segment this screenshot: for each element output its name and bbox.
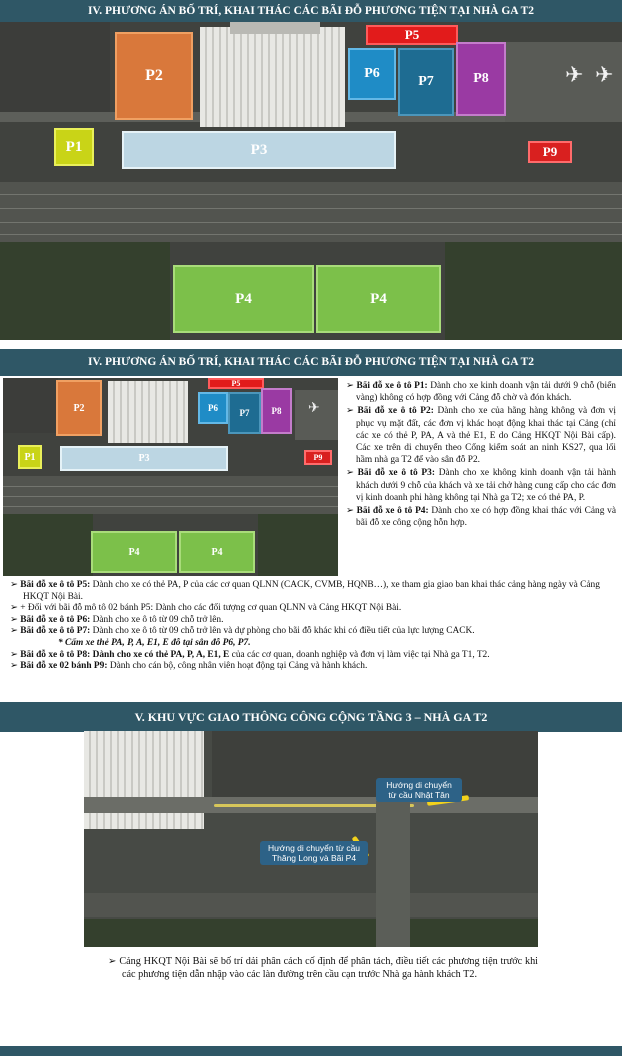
zone-p2-small: P2: [56, 380, 102, 436]
zone-p3-small: P3: [60, 446, 228, 471]
bullet-p6: ➢ Bãi đỗ xe ô tô P6: Dành cho xe ô tô từ 09 chỗ trở lên.: [10, 614, 224, 625]
zone-p3: P3: [122, 131, 396, 169]
zone-p1: P1: [54, 128, 94, 166]
zone-p5-small: P5: [208, 378, 264, 389]
zone-p9: P9: [528, 141, 572, 163]
bullet-p9: ➢ Bãi đỗ xe 02 bánh P9: Dành cho cán bộ, công nhân viên hoạt động tại Cảng và hành khách.: [10, 661, 368, 672]
zone-p6-small: P6: [198, 392, 228, 424]
airplane-icon: ✈: [308, 401, 320, 416]
bullet-p1: ➢ Bãi đỗ xe ô tô P1: Dành cho xe kinh doanh vận tải dưới 9 chỗ (biển vàng) không có hợp đồng với Cảng đỗ chờ và đón khách.: [346, 381, 616, 404]
right-bullet-list: [346, 380, 616, 530]
terminal-building: [200, 27, 345, 127]
zone-p5: P5: [366, 25, 458, 45]
p7-note: * Cấm xe thẻ PA, P, A, E1, E đỗ tại sân đỗ P6, P7.: [58, 637, 251, 648]
zone-p8: P8: [456, 42, 506, 116]
parking-map-large: [0, 22, 622, 340]
zone-p6: P6: [348, 48, 396, 100]
full-bullet-list: [10, 580, 610, 673]
footer-bar: [0, 1046, 622, 1056]
zone-p4-left-small: P4: [91, 531, 177, 573]
section-title-mid: IV. PHƯƠNG ÁN BỐ TRÍ, KHAI THÁC CÁC BÃI ĐỖ PHƯƠNG TIỆN TẠI NHÀ GA T2: [0, 349, 622, 376]
zone-p1-small: P1: [18, 445, 42, 469]
zone-p4-right: P4: [316, 265, 441, 333]
bullet-p3: ➢ Bãi đỗ xe ô tô P3: Dành cho xe không kinh doanh vận tải hành khách dưới 9 chỗ của khách và xe tải chở hàng cung cấp cho các đơn vị kinh doanh phi hàng không tại Nhà ga T2; xe có thẻ PA, P.: [346, 468, 616, 503]
callout-thang-long: Hướng di chuyển từ cầu Thăng Long và Bãi P4: [260, 841, 368, 865]
bullet-p5: ➢ Bãi đỗ xe ô tô P5: Dành cho xe có thẻ PA, P của các cơ quan QLNN (CACK, CVMB, HQNB…), xe tham gia giao ban khai thác cảng hàng ngày và Cảng HKQT Nội Bài.: [10, 580, 600, 602]
airplane-icon: ✈: [565, 62, 584, 87]
parking-map-small: [3, 378, 338, 576]
zone-p7-small: P7: [228, 392, 261, 434]
section-title-v: V. KHU VỰC GIAO THÔNG CÔNG CỘNG TẦNG 3 – NHÀ GA T2: [0, 702, 622, 732]
zone-p2: P2: [115, 32, 193, 120]
section-title-top: IV. PHƯƠNG ÁN BỐ TRÍ, KHAI THÁC CÁC BÃI ĐỖ PHƯƠNG TIỆN TẠI NHÀ GA T2: [0, 0, 622, 22]
airplane-icon: ✈: [595, 62, 614, 87]
bullet-p7: ➢ Bãi đỗ xe ô tô P7: Dành cho xe ô tô từ 09 chỗ trở lên và dự phòng cho bãi đỗ khác khi có điều tiết của lực lượng CACK.: [10, 626, 475, 637]
traffic-aerial-photo: [84, 731, 538, 947]
bullet-p8: ➢ Bãi đỗ xe ô tô P8: Dành cho xe có thẻ PA, P, A, E1, E của các cơ quan, doanh nghiệp và đơn vị làm việc tại Nhà ga T1, T2.: [10, 649, 490, 660]
callout-nhat-tan: Hướng di chuyển từ cầu Nhật Tân: [376, 778, 462, 802]
zone-p4-left: P4: [173, 265, 314, 333]
zone-p7: P7: [398, 48, 454, 116]
bullet-p4: ➢ Bãi đỗ xe ô tô P4: Dành cho xe có hợp đồng khai thác với Cảng và bãi đỗ xe công cộng hỗn hợp.: [346, 506, 616, 529]
bullet-moto: ➢ + Đối với bãi đỗ mô tô 02 bánh P5: Dành cho các đối tượng cơ quan QLNN và Cảng HKQT Nội Bài.: [10, 603, 402, 614]
zone-p8-small: P8: [261, 388, 292, 434]
zone-p9-small: P9: [304, 450, 332, 465]
zone-p4-right-small: P4: [179, 531, 255, 573]
bullet-p2: ➢ Bãi đỗ xe ô tô P2: Dành cho xe của hãng hàng không và đơn vị phục vụ mặt đất, các đơn vị khác hoạt động khai thác tại Cảng (chỉ các xe có thẻ P, PA, A và thẻ E1, E do Cảng HKQT Nội Bài cấp). Các xe trên di chuyển theo Cổng kiểm soát an ninh KS27, qua lối hầm nhà ga T2 để vào sân đỗ P2.: [346, 406, 616, 466]
bottom-note: ➢ Cảng HKQT Nội Bài sẽ bố trí dải phân cách cố định để phân tách, điều tiết các phương tiện trước khi các phương tiện dẫn nhập vào các làn đường trên cầu cạn trước Nhà ga hành khách T2.: [108, 956, 538, 980]
